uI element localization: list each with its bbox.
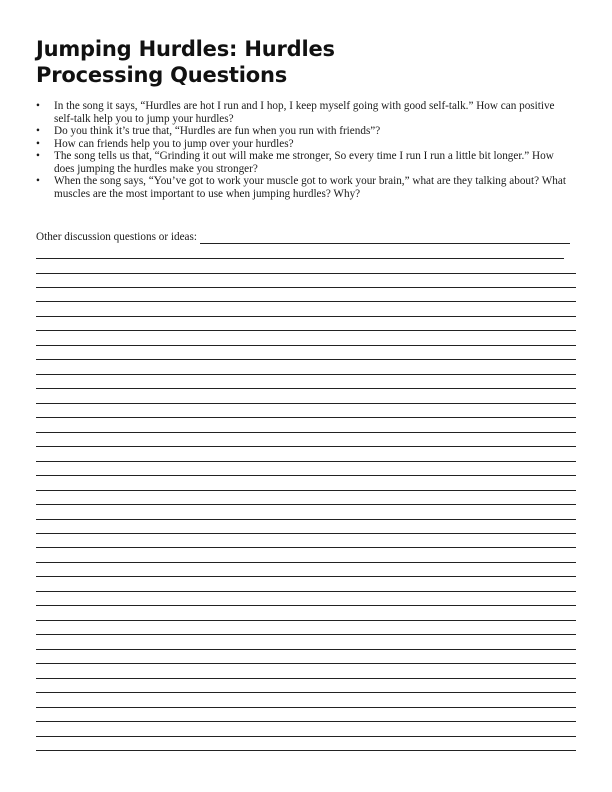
writing-line[interactable]: [36, 461, 576, 462]
writing-line[interactable]: [36, 316, 576, 317]
writing-line[interactable]: [36, 504, 576, 505]
writing-line[interactable]: [36, 721, 576, 722]
writing-line[interactable]: [36, 345, 576, 346]
title-line-2: Processing Questions: [36, 63, 288, 87]
writing-line[interactable]: [36, 432, 576, 433]
writing-line[interactable]: [36, 301, 576, 302]
writing-line[interactable]: [36, 258, 564, 259]
writing-line[interactable]: [36, 605, 576, 606]
other-questions-fill-line[interactable]: [200, 231, 570, 244]
writing-line[interactable]: [36, 663, 576, 664]
writing-line[interactable]: [36, 446, 576, 447]
writing-line[interactable]: [36, 736, 576, 737]
writing-line[interactable]: [36, 533, 576, 534]
question-item: • When the song says, “You’ve got to work your muscle got to work your brain,” what are they talking about? What muscles are the most important to use when jumping hurdles? Why?: [36, 175, 576, 200]
writing-line[interactable]: [36, 547, 576, 548]
writing-line[interactable]: [36, 287, 576, 288]
writing-line[interactable]: [36, 562, 576, 563]
question-item: • How can friends help you to jump over your hurdles?: [36, 138, 576, 151]
writing-line[interactable]: [36, 403, 576, 404]
writing-line[interactable]: [36, 620, 576, 621]
writing-line[interactable]: [36, 649, 576, 650]
other-questions-row: [36, 231, 570, 244]
writing-line[interactable]: [36, 490, 576, 491]
question-item: • The song tells us that, “Grinding it out will make me stronger, So every time I run I run a little bit longer.” How does jumping the hurdles make you stronger?: [36, 150, 576, 175]
writing-line[interactable]: [36, 692, 576, 693]
writing-line[interactable]: [36, 388, 576, 389]
writing-line[interactable]: [36, 707, 576, 708]
writing-line[interactable]: [36, 330, 576, 331]
writing-line[interactable]: [36, 374, 576, 375]
writing-line[interactable]: [36, 475, 576, 476]
question-item: • In the song it says, “Hurdles are hot I run and I hop, I keep myself going with good self-talk.” How can positive self-talk help you to jump your hurdles?: [36, 100, 576, 125]
page-title: [36, 36, 335, 88]
question-item: • Do you think it’s true that, “Hurdles are fun when you run with friends”?: [36, 125, 576, 138]
title-line-1: Jumping Hurdles: Hurdles: [36, 37, 335, 61]
writing-line[interactable]: [36, 417, 576, 418]
question-list: [36, 100, 576, 200]
writing-line[interactable]: [36, 750, 576, 751]
writing-line[interactable]: [36, 576, 576, 577]
writing-line[interactable]: [36, 678, 576, 679]
other-questions-label: Other discussion questions or ideas:: [36, 231, 197, 243]
writing-line[interactable]: [36, 273, 576, 274]
writing-line[interactable]: [36, 591, 576, 592]
writing-line[interactable]: [36, 359, 576, 360]
writing-line[interactable]: [36, 634, 576, 635]
writing-line[interactable]: [36, 519, 576, 520]
